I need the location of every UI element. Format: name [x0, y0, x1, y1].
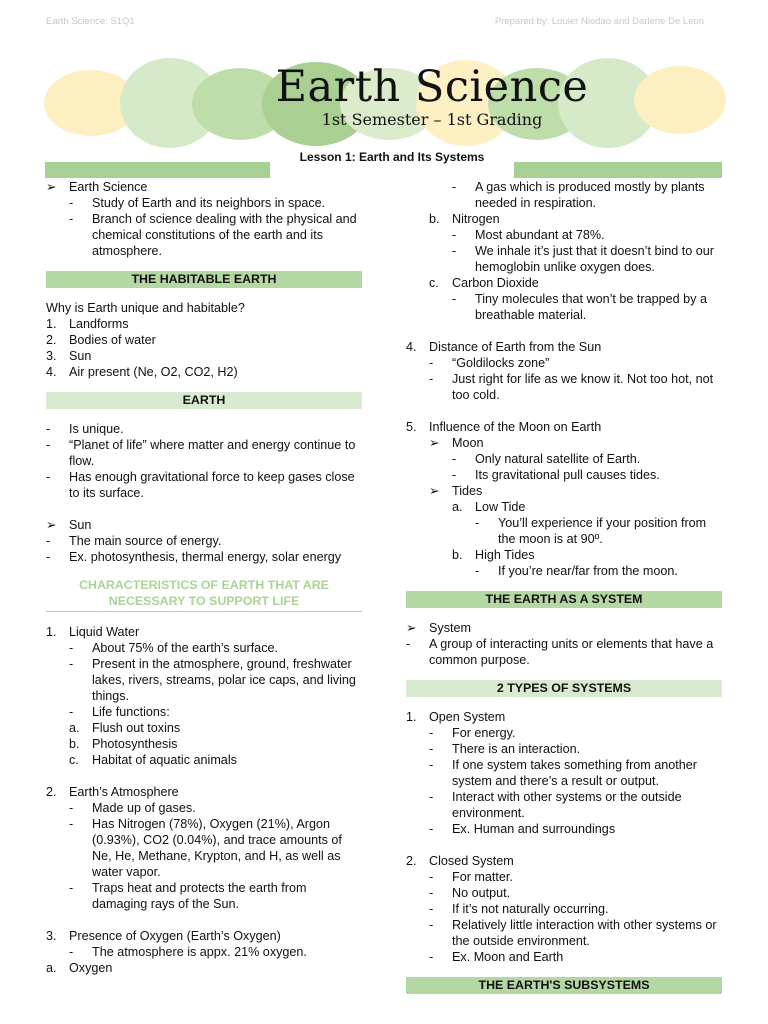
- list-marker: 3.: [46, 929, 57, 943]
- list-text: Branch of science dealing with the physical and chemical constitutions of the earth and its atmosphere.: [92, 212, 357, 258]
- list-marker: -: [429, 790, 434, 804]
- list-text: Ex. Human and surroundings: [452, 822, 616, 836]
- list-text: A gas which is produced mostly by plants needed in respiration.: [475, 180, 705, 210]
- list-item: [46, 944, 362, 960]
- gases-list: [406, 179, 722, 323]
- list-item: [46, 752, 362, 768]
- list-text: Earth’s Atmosphere: [69, 785, 179, 799]
- list-text: Liquid Water: [69, 625, 140, 639]
- list-item: [406, 467, 722, 483]
- list-marker: -: [429, 870, 434, 884]
- list-item: [46, 300, 362, 316]
- list-text: Present in the atmosphere, ground, freshwater lakes, rivers, streams, polar ice caps, and living things.: [92, 657, 356, 703]
- list-marker: 2.: [406, 854, 417, 868]
- list-text: Why is Earth unique and habitable?: [46, 301, 245, 315]
- list-text: Closed System: [429, 854, 514, 868]
- list-text: Earth Science: [69, 180, 148, 194]
- list-marker: -: [46, 438, 51, 452]
- list-item: [46, 316, 362, 332]
- list-text: Distance of Earth from the Sun: [429, 340, 602, 354]
- list-marker: -: [69, 817, 74, 831]
- list-item: [406, 515, 722, 547]
- list-item: [46, 517, 362, 533]
- list-item: [406, 949, 722, 965]
- list-item: [406, 757, 722, 789]
- list-text: Only natural satellite of Earth.: [475, 452, 641, 466]
- liquid-water-list: [46, 624, 362, 768]
- list-text: Ex. Moon and Earth: [452, 950, 564, 964]
- list-marker: ➢: [429, 436, 440, 450]
- list-marker: -: [429, 726, 434, 740]
- list-marker: -: [475, 564, 480, 578]
- list-marker: -: [69, 196, 74, 210]
- list-text: Just right for life as we know it. Not too hot, not too cold.: [452, 372, 714, 402]
- list-item: [46, 364, 362, 380]
- list-text: If one system takes something from another system and there’s a result or output.: [452, 758, 697, 788]
- list-item: [406, 243, 722, 275]
- header-authors: Prepared by: Louier Niodao and Darlene De Leon: [494, 16, 704, 27]
- list-marker: a.: [69, 721, 80, 735]
- list-text: No output.: [452, 886, 511, 900]
- list-item: [406, 869, 722, 885]
- list-marker: -: [69, 801, 74, 815]
- list-marker: b.: [452, 548, 463, 562]
- list-item: [46, 784, 362, 800]
- list-text: Is unique.: [69, 422, 124, 436]
- list-marker: -: [429, 356, 434, 370]
- list-marker: 4.: [46, 365, 57, 379]
- list-marker: -: [69, 705, 74, 719]
- open-system-list: [406, 709, 722, 837]
- moon-list: [406, 419, 722, 579]
- list-marker: a.: [452, 500, 463, 514]
- list-marker: c.: [69, 753, 79, 767]
- list-marker: 3.: [46, 349, 57, 363]
- distance-list: [406, 339, 722, 403]
- sun-list: [46, 517, 362, 565]
- list-marker: ➢: [46, 518, 57, 532]
- list-item: [406, 275, 722, 291]
- list-text: High Tides: [475, 548, 535, 562]
- list-text: We inhale it’s just that it doesn’t bind to our hemoglobin unlike oxygen does.: [475, 244, 714, 274]
- oxygen-list: [46, 928, 362, 976]
- list-marker: -: [475, 516, 480, 530]
- list-item: [46, 640, 362, 656]
- list-marker: 1.: [406, 710, 417, 724]
- list-item: [406, 901, 722, 917]
- list-text: You’ll experience if your position from the moon is at 90º.: [498, 516, 707, 546]
- list-item: [406, 636, 722, 668]
- list-item: [406, 853, 722, 869]
- list-text: If it’s not naturally occurring.: [452, 902, 609, 916]
- list-marker: -: [406, 637, 411, 651]
- list-marker: -: [69, 945, 74, 959]
- list-marker: 1.: [46, 625, 57, 639]
- list-item: [46, 656, 362, 704]
- list-item: [406, 211, 722, 227]
- list-marker: -: [429, 758, 434, 772]
- list-text: System: [429, 621, 471, 635]
- list-text: Nitrogen: [452, 212, 500, 226]
- section-heading-earth-as-system: THE EARTH AS A SYSTEM: [406, 591, 722, 608]
- list-marker: -: [69, 641, 74, 655]
- list-text: Sun: [69, 518, 92, 532]
- list-item: [46, 533, 362, 549]
- system-list: [406, 620, 722, 668]
- list-text: “Goldilocks zone”: [452, 356, 550, 370]
- list-text: Photosynthesis: [92, 737, 178, 751]
- list-item: [406, 419, 722, 435]
- list-text: Interact with other systems or the outside environment.: [452, 790, 682, 820]
- list-item: [406, 339, 722, 355]
- list-text: Flush out toxins: [92, 721, 181, 735]
- list-text: Has enough gravitational force to keep gases close to its surface.: [69, 470, 355, 500]
- lesson-heading: Lesson 1: Earth and Its Systems: [299, 150, 485, 164]
- section-heading-subsystems: THE EARTH'S SUBSYSTEMS: [406, 977, 722, 994]
- list-item: [406, 709, 722, 725]
- list-marker: ➢: [46, 180, 57, 194]
- section-heading-earth: EARTH: [46, 392, 362, 409]
- list-text: Air present (Ne, O2, CO2, H2): [69, 365, 238, 379]
- list-item: [406, 355, 722, 371]
- list-marker: -: [452, 244, 457, 258]
- list-item: [406, 725, 722, 741]
- list-item: [46, 736, 362, 752]
- list-item: [406, 563, 722, 579]
- list-item: [46, 704, 362, 720]
- list-item: [406, 917, 722, 949]
- list-text: Ex. photosynthesis, thermal energy, solar energy: [69, 550, 342, 564]
- list-text: Tides: [452, 484, 483, 498]
- list-marker: 5.: [406, 420, 417, 434]
- list-marker: -: [429, 886, 434, 900]
- list-text: Open System: [429, 710, 506, 724]
- list-marker: -: [429, 918, 434, 932]
- list-marker: 2.: [46, 333, 57, 347]
- list-item: [406, 291, 722, 323]
- list-marker: -: [429, 950, 434, 964]
- list-text: Habitat of aquatic animals: [92, 753, 237, 767]
- intro-list: [46, 179, 362, 259]
- list-item: [46, 211, 362, 259]
- list-text: About 75% of the earth’s surface.: [92, 641, 278, 655]
- list-marker: -: [452, 452, 457, 466]
- list-item: [406, 483, 722, 499]
- list-text: Its gravitational pull causes tides.: [475, 468, 660, 482]
- list-item: [46, 880, 362, 912]
- list-marker: -: [46, 550, 51, 564]
- list-text: A group of interacting units or elements that have a common purpose.: [429, 637, 714, 667]
- list-text: Made up of gases.: [92, 801, 196, 815]
- list-marker: 2.: [46, 785, 57, 799]
- section-heading-habitable-earth: THE HABITABLE EARTH: [46, 271, 362, 288]
- lesson-bar-right: [514, 162, 722, 178]
- list-marker: 1.: [46, 317, 57, 331]
- list-marker: -: [429, 372, 434, 386]
- list-marker: -: [46, 422, 51, 436]
- earth-list: [46, 421, 362, 501]
- list-marker: -: [452, 292, 457, 306]
- list-item: [46, 348, 362, 364]
- list-item: [406, 499, 722, 515]
- list-item: [406, 371, 722, 403]
- list-item: [406, 885, 722, 901]
- lesson-bar-left: [45, 162, 270, 178]
- list-text: Traps heat and protects the earth from damaging rays of the Sun.: [92, 881, 307, 911]
- list-marker: b.: [429, 212, 440, 226]
- list-item: [406, 741, 722, 757]
- list-item: [46, 928, 362, 944]
- list-item: [46, 800, 362, 816]
- list-marker: -: [452, 468, 457, 482]
- list-item: [406, 451, 722, 467]
- list-text: “Planet of life” where matter and energy continue to flow.: [69, 438, 356, 468]
- list-text: If you’re near/far from the moon.: [498, 564, 678, 578]
- list-text: Bodies of water: [69, 333, 156, 347]
- list-item: [46, 960, 362, 976]
- list-text: Oxygen: [69, 961, 113, 975]
- list-text: For matter.: [452, 870, 513, 884]
- list-marker: c.: [429, 276, 439, 290]
- list-item: [406, 789, 722, 821]
- list-text: Life functions:: [92, 705, 170, 719]
- atmosphere-list: [46, 784, 362, 912]
- list-text: Has Nitrogen (78%), Oxygen (21%), Argon (0.93%), CO2 (0.04%), and trace amounts of Ne, He, Methane, Krypton, and H, as well as water vapor.: [92, 817, 342, 879]
- list-marker: -: [69, 881, 74, 895]
- list-marker: -: [69, 657, 74, 671]
- list-item: [46, 624, 362, 640]
- list-item: [46, 549, 362, 565]
- list-item: [46, 179, 362, 195]
- list-text: Landforms: [69, 317, 129, 331]
- list-item: [46, 332, 362, 348]
- section-heading-characteristics: CHARACTERISTICS OF EARTH THAT ARE NECESSARY TO SUPPORT LIFE: [46, 577, 362, 612]
- list-marker: ➢: [429, 484, 440, 498]
- list-marker: a.: [46, 961, 57, 975]
- list-item: [406, 620, 722, 636]
- closed-system-list: [406, 853, 722, 965]
- list-item: [406, 821, 722, 837]
- list-text: Relatively little interaction with other systems or the outside environment.: [452, 918, 717, 948]
- list-text: For energy.: [452, 726, 516, 740]
- header-course-label: Earth Science: S1Q1: [46, 16, 135, 27]
- list-item: [46, 437, 362, 469]
- list-marker: -: [69, 212, 74, 226]
- list-text: Moon: [452, 436, 484, 450]
- section-heading-types-of-systems: 2 TYPES OF SYSTEMS: [406, 680, 722, 697]
- list-item: [46, 421, 362, 437]
- list-item: [406, 179, 722, 211]
- left-column: [46, 179, 362, 976]
- list-text: Sun: [69, 349, 92, 363]
- list-marker: ➢: [406, 621, 417, 635]
- list-text: Tiny molecules that won’t be trapped by a breathable material.: [475, 292, 707, 322]
- page-subtitle: 1st Semester – 1st Grading: [321, 110, 543, 129]
- list-text: Most abundant at 78%.: [475, 228, 605, 242]
- list-text: The atmosphere is appx. 21% oxygen.: [92, 945, 307, 959]
- list-text: The main source of energy.: [69, 534, 222, 548]
- list-item: [406, 227, 722, 243]
- list-marker: -: [429, 822, 434, 836]
- list-marker: -: [46, 470, 51, 484]
- list-item: [46, 816, 362, 880]
- list-item: [406, 547, 722, 563]
- list-item: [46, 195, 362, 211]
- list-marker: -: [452, 228, 457, 242]
- page-title: Earth Science: [275, 62, 589, 112]
- list-marker: 4.: [406, 340, 417, 354]
- list-text: Low Tide: [475, 500, 526, 514]
- list-text: Carbon Dioxide: [452, 276, 539, 290]
- list-item: [406, 435, 722, 451]
- list-item: [46, 720, 362, 736]
- list-text: Study of Earth and its neighbors in space.: [92, 196, 326, 210]
- list-marker: -: [452, 180, 457, 194]
- list-text: Influence of the Moon on Earth: [429, 420, 602, 434]
- list-text: There is an interaction.: [452, 742, 581, 756]
- list-text: Presence of Oxygen (Earth’s Oxygen): [69, 929, 281, 943]
- list-item: [46, 469, 362, 501]
- list-marker: -: [429, 902, 434, 916]
- list-marker: b.: [69, 737, 80, 751]
- list-marker: -: [429, 742, 434, 756]
- habitable-list: [46, 300, 362, 380]
- list-marker: -: [46, 534, 51, 548]
- right-column: [406, 179, 722, 994]
